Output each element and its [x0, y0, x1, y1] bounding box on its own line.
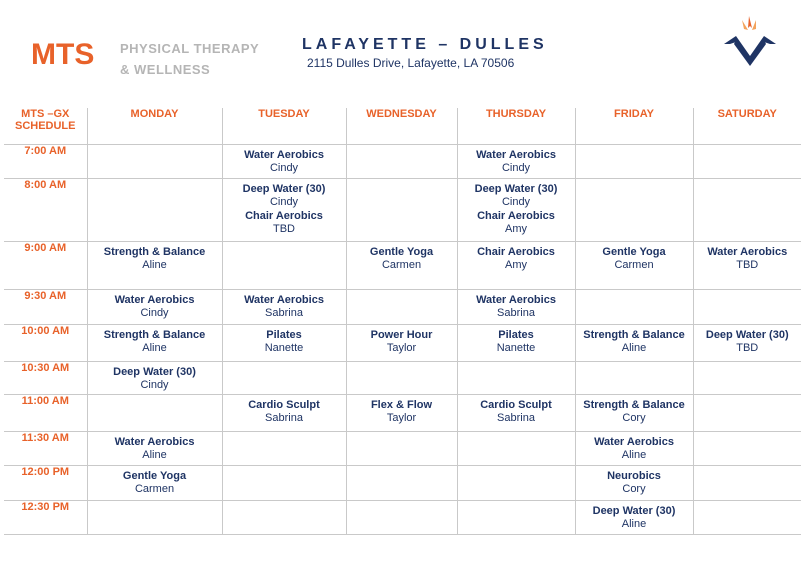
class-instructor: Cindy [140, 306, 169, 319]
time-slot-label: 12:30 PM [4, 500, 87, 534]
class-instructor: Taylor [386, 341, 417, 354]
class-instructor: Sabrina [265, 411, 303, 424]
schedule-row [4, 465, 801, 500]
class-entry [88, 290, 222, 320]
location-address: 2115 Dulles Drive, Lafayette, LA 70506 [307, 56, 515, 70]
class-instructor: Carmen [134, 482, 175, 495]
class-entry [88, 466, 222, 496]
class-name: Gentle Yoga [602, 245, 666, 258]
class-instructor: Cindy [140, 378, 169, 391]
schedule-cell [222, 465, 346, 500]
schedule-cell [87, 144, 222, 178]
class-instructor: Aline [142, 341, 167, 354]
class-entry [88, 362, 222, 392]
schedule-cell [693, 361, 801, 394]
schedule-row [4, 500, 801, 534]
schedule-cell [693, 144, 801, 178]
class-entry [88, 242, 222, 272]
schedule-row [4, 289, 801, 324]
class-entry [694, 242, 801, 272]
class-name: Water Aerobics [244, 293, 324, 306]
schedule-cell [457, 465, 575, 500]
schedule-cell [457, 178, 575, 241]
day-header-wednesday: WEDNESDAY [346, 108, 457, 144]
class-name: Cardio Sculpt [480, 398, 552, 411]
schedule-cell [87, 394, 222, 431]
class-entry [576, 242, 693, 272]
schedule-corner-label [4, 108, 87, 144]
location-title: LAFAYETTE – DULLES [302, 36, 548, 53]
day-header-tuesday: TUESDAY [222, 108, 346, 144]
schedule-cell [457, 289, 575, 324]
schedule-cell [346, 324, 457, 361]
schedule-cell [346, 144, 457, 178]
schedule-body [4, 144, 801, 534]
class-name: Power Hour [370, 328, 433, 341]
class-name: Deep Water (30) [242, 182, 326, 195]
class-name: Water Aerobics [594, 435, 674, 448]
day-header-monday: MONDAY [87, 108, 222, 144]
schedule-cell [693, 465, 801, 500]
time-slot-label: 10:30 AM [4, 361, 87, 394]
class-entry [576, 466, 693, 496]
schedule-row [4, 241, 801, 289]
class-instructor: Taylor [386, 411, 417, 424]
tagline-line-2: & WELLNESS [120, 62, 211, 77]
schedule-cell [222, 394, 346, 431]
class-name: Strength & Balance [583, 398, 685, 411]
class-name: Chair Aerobics [477, 209, 555, 222]
class-name: Pilates [266, 328, 302, 341]
schedule-cell [457, 394, 575, 431]
day-header-saturday: SATURDAY [693, 108, 801, 144]
schedule-cell [87, 465, 222, 500]
mts-logo: MTS [31, 38, 95, 71]
class-name: Chair Aerobics [477, 245, 555, 258]
class-name: Water Aerobics [244, 148, 324, 161]
class-name: Gentle Yoga [369, 245, 434, 258]
class-instructor: Aline [142, 258, 167, 271]
time-slot-label: 10:00 AM [4, 324, 87, 361]
schedule-cell [346, 289, 457, 324]
class-instructor: Sabrina [497, 306, 535, 319]
schedule-cell [575, 241, 693, 289]
class-name: Strength & Balance [103, 245, 206, 258]
class-entry [223, 179, 346, 209]
schedule-cell [575, 465, 693, 500]
class-entry [458, 242, 575, 272]
schedule-cell [693, 500, 801, 534]
schedule-cell [222, 361, 346, 394]
class-name: Chair Aerobics [245, 209, 323, 222]
schedule-cell [346, 241, 457, 289]
class-entry [347, 395, 457, 425]
class-instructor: Cory [622, 482, 646, 495]
schedule-row [4, 178, 801, 241]
schedule-cell [222, 241, 346, 289]
class-name: Pilates [498, 328, 534, 341]
schedule-cell [87, 431, 222, 465]
class-entry [576, 432, 693, 462]
class-name: Neurobics [607, 469, 661, 482]
class-instructor: TBD [736, 341, 759, 354]
class-entry [223, 145, 346, 175]
schedule-cell [346, 178, 457, 241]
schedule-cell [457, 431, 575, 465]
schedule-cell [222, 500, 346, 534]
class-instructor: Nanette [496, 341, 536, 354]
tagline-line-1: PHYSICAL THERAPY [120, 41, 260, 56]
schedule-cell [346, 500, 457, 534]
class-entry [223, 209, 346, 236]
class-name: Gentle Yoga [122, 469, 187, 482]
class-instructor: TBD [736, 258, 759, 271]
schedule-cell [87, 361, 222, 394]
schedule-cell [87, 324, 222, 361]
class-instructor: Carmen [381, 258, 422, 271]
class-schedule-table [4, 108, 801, 535]
class-instructor: Sabrina [497, 411, 535, 424]
schedule-cell [87, 500, 222, 534]
time-slot-label: 12:00 PM [4, 465, 87, 500]
tagline [120, 38, 259, 80]
class-entry [694, 325, 801, 355]
schedule-cell [575, 178, 693, 241]
schedule-cell [575, 289, 693, 324]
schedule-row [4, 144, 801, 178]
class-entry [576, 395, 693, 425]
class-entry [347, 325, 457, 355]
class-entry [223, 395, 346, 425]
class-name: Cardio Sculpt [248, 398, 320, 411]
class-entry [576, 325, 693, 355]
class-instructor: Amy [505, 258, 527, 271]
class-entry [576, 501, 693, 531]
schedule-cell [87, 178, 222, 241]
schedule-cell [693, 431, 801, 465]
class-name: Water Aerobics [476, 293, 556, 306]
schedule-cell [346, 394, 457, 431]
class-entry [458, 145, 575, 175]
schedule-cell [575, 394, 693, 431]
schedule-cell [693, 178, 801, 241]
schedule-cell [693, 241, 801, 289]
schedule-cell [457, 361, 575, 394]
schedule-cell [575, 144, 693, 178]
schedule-cell [575, 361, 693, 394]
time-slot-label: 11:00 AM [4, 394, 87, 431]
class-instructor: Cindy [501, 161, 531, 174]
class-name: Water Aerobics [114, 293, 195, 306]
mountain-chevron-logo-icon [722, 14, 778, 75]
time-slot-label: 9:30 AM [4, 289, 87, 324]
schedule-cell [222, 289, 346, 324]
class-instructor: Aline [621, 517, 647, 530]
class-name: Deep Water (30) [113, 365, 196, 378]
schedule-row [4, 361, 801, 394]
class-instructor: Cory [622, 411, 646, 424]
schedule-label-line-1: MTS –GX [21, 108, 70, 120]
schedule-row [4, 394, 801, 431]
schedule-row [4, 324, 801, 361]
class-instructor: Nanette [264, 341, 304, 354]
class-name: Deep Water (30) [705, 328, 789, 341]
schedule-cell [693, 289, 801, 324]
day-header-thursday: THURSDAY [457, 108, 575, 144]
time-slot-label: 11:30 AM [4, 431, 87, 465]
time-slot-label: 8:00 AM [4, 178, 87, 241]
schedule-cell [693, 324, 801, 361]
class-instructor: Carmen [614, 258, 654, 271]
schedule-cell [222, 178, 346, 241]
class-entry [88, 325, 222, 355]
class-name: Deep Water (30) [474, 182, 558, 195]
schedule-cell [346, 465, 457, 500]
schedule-label-line-2: SCHEDULE [14, 120, 76, 132]
schedule-cell [575, 431, 693, 465]
schedule-cell [346, 431, 457, 465]
schedule-cell [222, 144, 346, 178]
class-instructor: TBD [273, 222, 295, 235]
class-instructor: Cindy [501, 195, 531, 208]
schedule-cell [575, 324, 693, 361]
time-slot-label: 7:00 AM [4, 144, 87, 178]
class-entry [458, 325, 575, 355]
schedule-cell [575, 500, 693, 534]
schedule-cell [457, 241, 575, 289]
class-entry [223, 290, 346, 320]
class-instructor: Aline [621, 341, 647, 354]
class-instructor: Sabrina [265, 306, 303, 319]
class-entry [223, 325, 346, 355]
class-instructor: Aline [621, 448, 647, 461]
class-entry [458, 209, 575, 236]
schedule-cell [222, 431, 346, 465]
class-entry [88, 432, 222, 462]
class-name: Deep Water (30) [592, 504, 676, 517]
schedule-row [4, 431, 801, 465]
class-entry [347, 242, 457, 272]
class-name: Flex & Flow [370, 398, 433, 411]
time-slot-label: 9:00 AM [4, 241, 87, 289]
class-name: Water Aerobics [114, 435, 195, 448]
schedule-cell [222, 324, 346, 361]
day-header-friday: FRIDAY [575, 108, 693, 144]
class-name: Water Aerobics [707, 245, 788, 258]
schedule-cell [693, 394, 801, 431]
class-instructor: Amy [505, 222, 527, 235]
class-instructor: Cindy [269, 161, 299, 174]
schedule-cell [87, 241, 222, 289]
class-name: Strength & Balance [103, 328, 206, 341]
class-entry [458, 179, 575, 209]
class-name: Strength & Balance [583, 328, 685, 341]
class-instructor: Cindy [269, 195, 299, 208]
schedule-cell [457, 500, 575, 534]
class-name: Water Aerobics [476, 148, 556, 161]
schedule-cell [87, 289, 222, 324]
schedule-cell [457, 324, 575, 361]
class-entry [458, 395, 575, 425]
schedule-cell [346, 361, 457, 394]
schedule-cell [457, 144, 575, 178]
class-entry [458, 290, 575, 320]
class-instructor: Aline [142, 448, 167, 461]
